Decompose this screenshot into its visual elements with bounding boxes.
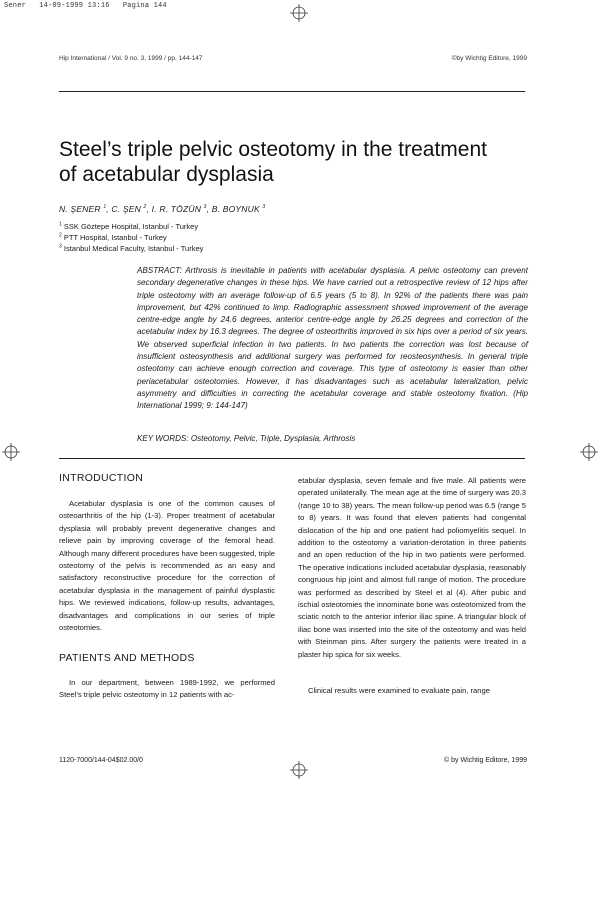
affiliation [59, 222, 198, 231]
affiliation-text: PTT Hospital, Istanbul - Turkey [63, 233, 167, 242]
print-slug: Sener 14-09-1999 13:16 Pagina 144 [4, 2, 167, 10]
running-head-copyright: ©by Wichtig Editore, 1999 [451, 55, 527, 62]
author-list: N. ŞENER $^1$, C. ŞEN $^2$, I. R. TÖZÜN $^3$, B. BOYNUK $^3$ [59, 204, 266, 214]
footer-issn: 1120-7000/144-04$02.00/0 [59, 757, 143, 764]
author-name: B. BOYNUK [211, 204, 260, 214]
section-rule [59, 458, 525, 459]
affiliation [59, 244, 203, 253]
header-rule [59, 91, 525, 92]
author-affiliation-mark: 2 [143, 204, 147, 211]
registration-mark-right-icon [580, 443, 598, 461]
introduction-paragraph: Acetabular dysplasia is one of the common causes of osteoarthritis of the hip (1-3). Proper treatment of acetabular dysplasia will probably prevent degenerative changes and relieve pain by improving coverage of the femoral head. Although many different procedures have been suggested, triple osteotomy of the pelvis is recommended as an easy and satisfactory reconstructive procedure for the correction of acetabular dysplasia in the management of painful dysplastic hips. We reviewed indications, follow-up results, advantages, disadvantages and complications in our series of triple osteotomies. [59, 499, 275, 633]
abstract: ABSTRACT: Arthrosis is inevitable in patients with acetabular dysplasia. A pelvic osteotomy can prevent secondary degenerative changes in these hips. We have carried out a retrospective review of 12 hips after triple osteotomy with an average follow-up of 6.5 years (5 to 8). In 92% of the patients there was pain improvement, but 42% continued to limp. Radiographic assessment showed improvement of the average centre-edge angle by 24.6 degrees, anterior centre-edge angle by 26.25 degrees and correction of the acetabular index by 16.3 degrees. The degree of osteorthritis improved in six hips over a period of six years. We observed superficial infection in two patients. In two patients the correction was lost because of insufficient osteosynthesis and additional surgery was performed for reosteosynthesis. In general triple osteotomy can achieve enough correction and coverage. This type of osteotomy is easier than other periacetabular osteotomies. However, it has disadvantages such as acetabular lateralization, pelvic asymmetry and difficulties in correcting the acetabular coverage and stable osteotomy fixation. (Hip International 1999; 9: 144-147) [137, 266, 528, 411]
registration-mark-bottom-icon [290, 761, 308, 779]
methods-paragraph-clinical: Clinical results were examined to evaluate pain, range [308, 686, 490, 695]
author-affiliation-mark: 3 [203, 204, 207, 211]
affiliation-mark: 3 [59, 243, 62, 250]
heading-introduction: INTRODUCTION [59, 472, 144, 484]
keywords: KEY WORDS: Osteotomy, Pelvic, Triple, Dysplasia, Arthrosis [137, 434, 356, 443]
article-title [59, 137, 529, 187]
methods-paragraph-continued: etabular dysplasia, seven female and five male. All patients were operated unilaterally. The mean age at the time of surgery was 20.3 (range 10 to 38) years. The mean follow-up period was 6.5 (range 5 to 8) years. It was found that eleven patients had congenital dislocation of the hip and one patient had poliomyelitis sequel. In addition to the osteotomy a variation-derotation in three patients and an open reduction of the hip in two patients were performed. The operative indications included acetabular dysplasia, reasonably congruous hip joint and almost full range of motion. The procedure was performed as described by Steel et al (4). After pubic and ischial osteotomies the innominate bone was osteotomized from the sciatic notch to the anterior inferior iliac spine. A triangular block of iliac bone was inserted into the site of the osteotomy and was held with Steinman pins. After surgery the patients were treated in a plaster hip spica for six weeks. [298, 476, 526, 659]
registration-mark-left-icon [2, 443, 20, 461]
author-name: N. ŞENER [59, 204, 101, 214]
running-head-journal: Hip International / Vol. 9 no. 3, 1999 / pp. 144-147 [59, 55, 203, 62]
affiliation-mark: 2 [59, 232, 62, 239]
methods-paragraph: In our department, between 1989-1992, we performed Steel’s triple pelvic osteotomy in 12 patients with ac- [59, 678, 275, 700]
author-name: I. R. TÖZÜN [151, 204, 202, 214]
affiliation-text: Istanbul Medical Faculty, Istanbul - Turkey [63, 244, 204, 253]
affiliation-text: SSK Göztepe Hospital, Istanbul - Turkey [63, 222, 199, 231]
title-line-1: Steel’s triple pelvic osteotomy in the treatment [59, 138, 487, 161]
footer-copyright: © by Wichtig Editore, 1999 [444, 757, 527, 764]
author-affiliation-mark: 3 [262, 204, 266, 211]
author-name: C. ŞEN [111, 204, 141, 214]
title-line-2: of acetabular dysplasia [59, 163, 274, 186]
affiliation [59, 233, 167, 242]
heading-patients-methods: PATIENTS AND METHODS [59, 652, 195, 664]
registration-mark-top-icon [290, 4, 308, 22]
affiliation-mark: 1 [59, 221, 62, 228]
author-affiliation-mark: 1 [103, 204, 107, 211]
